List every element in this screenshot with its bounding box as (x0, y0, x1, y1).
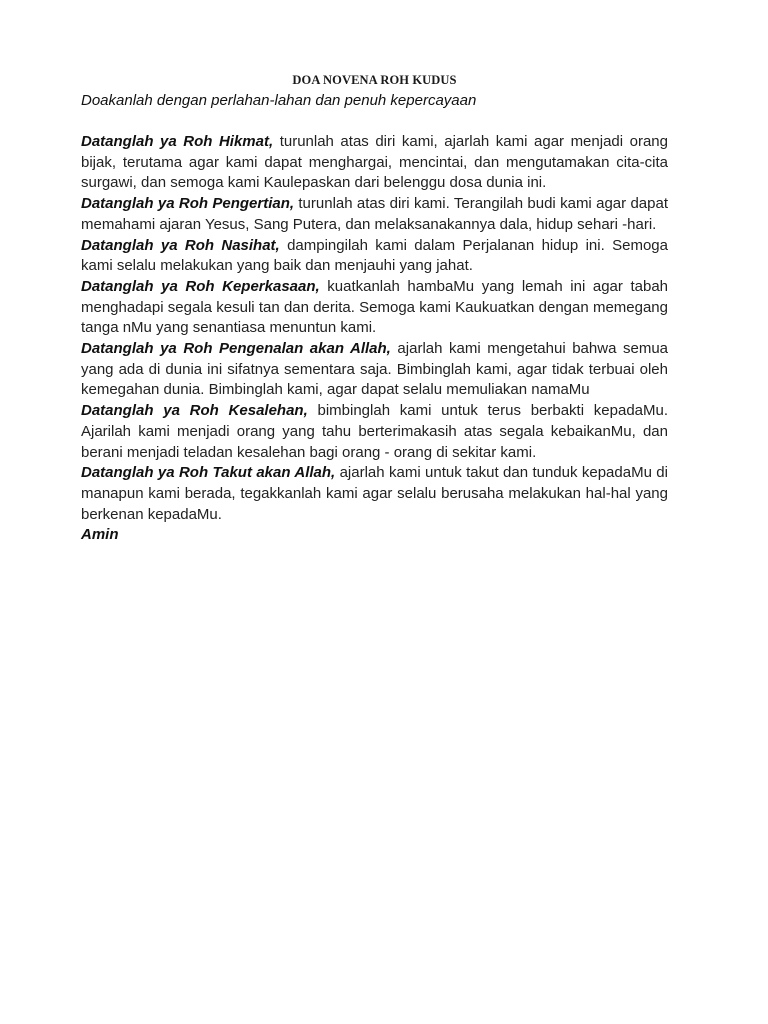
document-subtitle: Doakanlah dengan perlahan-lahan dan penuh kepercayaan (81, 92, 477, 109)
prayer-paragraph-pengenalan (81, 339, 668, 401)
prayer-paragraph-pengertian (81, 194, 668, 235)
paragraph-lead: Datanglah ya Roh Pengertian, (81, 195, 295, 213)
blank-line (81, 111, 668, 132)
paragraph-lead: Datanglah ya Roh Takut akan Allah, (81, 464, 336, 482)
prayer-paragraph-hikmat (81, 132, 668, 194)
prayer-paragraph-kesalehan (81, 401, 668, 463)
paragraph-lead: Datanglah ya Roh Kesalehan, (81, 402, 308, 420)
paragraph-lead: Datanglah ya Roh Keperkasaan, (81, 277, 320, 295)
paragraph-text: turunlah atas diri kami, ajarlah kami agar menjadi orang bijak, terutama agar kami dapat menghargai, mencintai, dan mengutamakan cita-cita surgawi, dan semoga kami Kaulepaskan dari belenggu dosa dunia ini. (81, 133, 668, 192)
paragraph-text: dampingilah kami dalam Perjalanan hidup ini. Semoga kami selalu melakukan yang baik dan menjauhi yang jahat. (81, 236, 668, 275)
paragraph-text: turunlah atas diri kami. Terangilah budi kami agar dapat memahami ajaran Yesus, Sang Putera, dan melaksanakannya dala, hidup sehari -hari. (81, 195, 668, 233)
closing-amen: Amin (81, 526, 119, 544)
prayer-paragraph-keperkasaan (81, 277, 668, 339)
prayer-paragraph-nasihat (81, 236, 668, 277)
paragraph-text: bimbinglah kami untuk terus berbakti kepadaMu. Ajarilah kami menjadi orang yang tahu berterimakasih atas segala kebaikanMu, dan berani menjadi teladan kesalehan bagi orang - orang di sekitar kami. (81, 402, 669, 461)
prayer-paragraph-takut-akan-allah (81, 463, 668, 525)
paragraph-text: kuatkanlah hambaMu yang lemah ini agar tabah menghadapi segala kesuli tan dan derita. Semoga kami Kaukuatkan dengan memegang tanga nMu yang senantiasa menuntun kami. (81, 277, 669, 337)
document-title: DOA NOVENA ROH KUDUS (292, 73, 457, 87)
paragraph-lead: Datanglah ya Roh Pengenalan akan Allah, (81, 340, 391, 358)
paragraph-text: ajarlah kami untuk takut dan tunduk kepadaMu di manapun kami berada, tegakkanlah kami agar selalu berusaha melakukan hal-hal yang berkenan kepadaMu. (81, 464, 668, 523)
paragraph-text: ajarlah kami mengetahui bahwa semua yang ada di dunia ini sifatnya sementara saja. Bimbinglah kami, agar tidak terbuai oleh kemegahan dunia. Bimbinglah kami, agar dapat selalu memuliakan namaMu (81, 340, 669, 399)
document-page (81, 72, 668, 546)
paragraph-lead: Datanglah ya Roh Nasihat, (81, 236, 280, 254)
paragraph-lead: Datanglah ya Roh Hikmat, (81, 133, 274, 150)
